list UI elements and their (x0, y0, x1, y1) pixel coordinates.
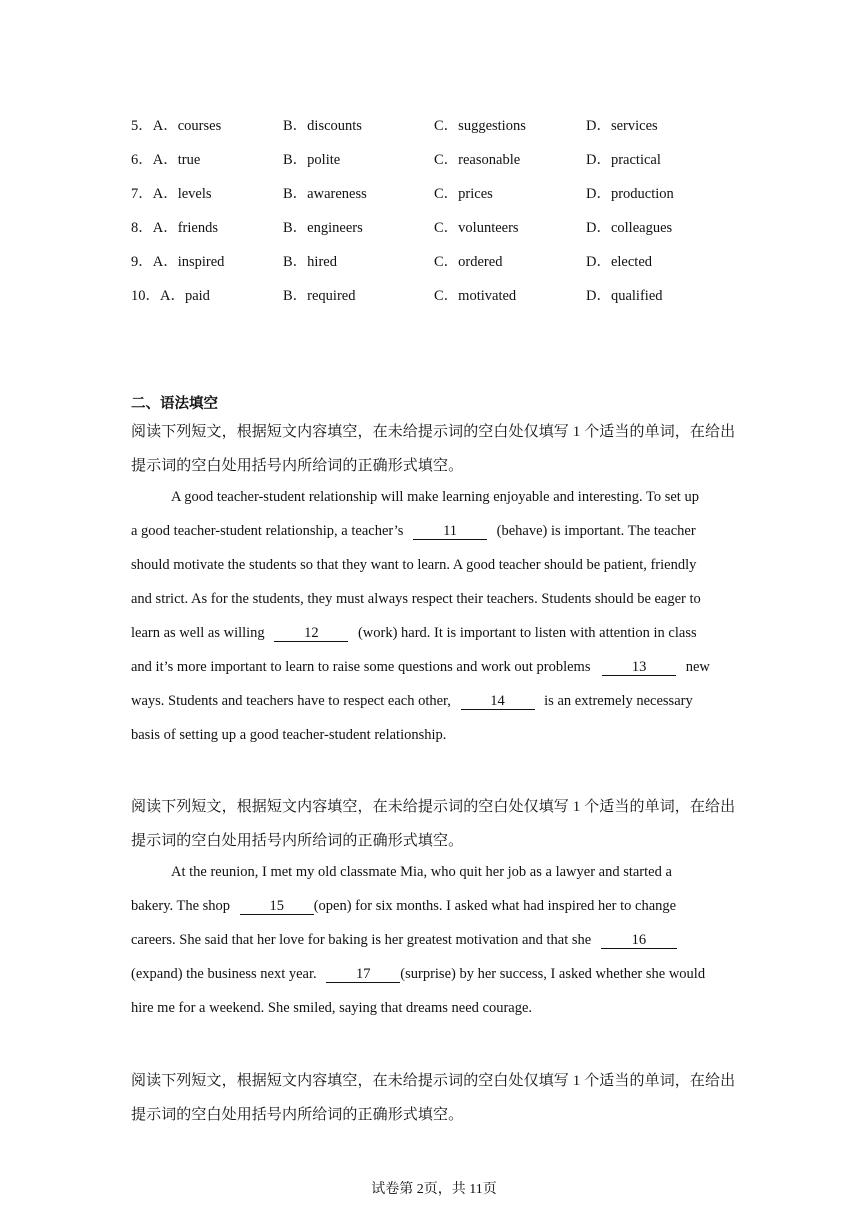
blank-15[interactable]: 15 (240, 899, 314, 915)
passage-text: (expand) the business next year. (131, 966, 317, 982)
option-row (131, 114, 771, 134)
option-c[interactable]: C．ordered (434, 254, 503, 270)
option-d[interactable]: D．services (586, 118, 658, 134)
section-title: 二、语法填空 (131, 396, 218, 412)
passage-line (131, 625, 697, 642)
option-b[interactable]: B．engineers (283, 220, 363, 236)
passage-text: new (685, 659, 710, 675)
passage-text: (behave) is important. The teacher (496, 523, 696, 539)
option-c[interactable]: C．reasonable (434, 152, 521, 168)
instruction-line: 阅读下列短文，根据短文内容填空，在未给提示词的空白处仅填写 1 个适当的单词，在给出 (131, 424, 736, 440)
question-number: 7． (131, 186, 153, 202)
question-number: 5． (131, 118, 153, 134)
blank-16[interactable]: 16 (601, 933, 677, 949)
passage-line (131, 898, 676, 915)
passage-line (131, 693, 693, 710)
instruction-line: 阅读下列短文，根据短文内容填空，在未给提示词的空白处仅填写 1 个适当的单词，在给出 (131, 799, 736, 815)
option-b[interactable]: B．awareness (283, 186, 367, 202)
option-row (131, 182, 771, 202)
option-a[interactable] (131, 148, 200, 169)
question-number: 6． (131, 152, 153, 168)
option-row (131, 148, 771, 168)
option-b[interactable]: B．hired (283, 254, 337, 270)
option-row (131, 284, 771, 304)
blank-12[interactable]: 12 (274, 626, 348, 642)
option-c[interactable]: C．prices (434, 186, 493, 202)
option-text: A．true (152, 152, 201, 168)
instruction-line: 阅读下列短文，根据短文内容填空，在未给提示词的空白处仅填写 1 个适当的单词，在给出 (131, 1073, 736, 1089)
option-b[interactable]: B．discounts (283, 118, 362, 134)
option-d[interactable]: D．elected (586, 254, 653, 270)
option-a[interactable] (131, 216, 218, 237)
passage-line: and strict. As for the students, they must always respect their teachers. Students should be eager to (131, 591, 701, 607)
question-number: 8． (131, 220, 153, 236)
passage-text: bakery. The shop (131, 898, 231, 914)
passage-text: ways. Students and teachers have to respect each other, (131, 693, 451, 709)
instruction-line: 提示词的空白处用括号内所给词的正确形式填空。 (131, 1107, 464, 1123)
option-b[interactable]: B．required (283, 288, 356, 304)
passage-line: hire me for a weekend. She smiled, saying that dreams need courage. (131, 1000, 533, 1016)
option-text: A．levels (152, 186, 212, 202)
option-d[interactable]: D．colleagues (586, 220, 673, 236)
passage-text: a good teacher-student relationship, a teacher’s (131, 523, 404, 539)
option-c[interactable]: C．suggestions (434, 118, 526, 134)
option-row (131, 250, 771, 270)
option-b[interactable]: B．polite (283, 152, 341, 168)
passage-text: (open) for six months. I asked what had inspired her to change (313, 898, 677, 914)
instruction-line: 提示词的空白处用括号内所给词的正确形式填空。 (131, 833, 464, 849)
passage-line: should motivate the students so that they want to learn. A good teacher should be patient, friendly (131, 557, 697, 573)
passage-text: (surprise) by her success, I asked whether she would (400, 966, 706, 982)
option-text: A．paid (160, 288, 210, 304)
passage-text: is an extremely necessary (544, 693, 693, 709)
option-d[interactable]: D．qualified (586, 288, 663, 304)
passage-text: and it’s more important to learn to raise some questions and work out problems (131, 659, 591, 675)
option-a[interactable] (131, 182, 212, 203)
option-text: A．inspired (152, 254, 225, 270)
passage-text: learn as well as willing (131, 625, 265, 641)
passage-line (131, 932, 677, 949)
passage-text: (work) hard. It is important to listen with attention in class (357, 625, 697, 641)
blank-13[interactable]: 13 (602, 660, 676, 676)
passage-line (131, 523, 696, 540)
option-text: A．courses (152, 118, 222, 134)
option-a[interactable] (131, 114, 221, 135)
page-footer: 试卷第 2页，共 11页 (371, 1182, 497, 1197)
blank-14[interactable]: 14 (461, 694, 535, 710)
question-number: 9． (131, 254, 153, 270)
blank-17[interactable]: 17 (326, 967, 400, 983)
instruction-line: 提示词的空白处用括号内所给词的正确形式填空。 (131, 458, 464, 474)
option-c[interactable]: C．motivated (434, 288, 517, 304)
option-text: A．friends (152, 220, 218, 236)
option-d[interactable]: D．practical (586, 152, 661, 168)
blank-11[interactable]: 11 (413, 524, 487, 540)
question-number: 10． (131, 288, 160, 304)
passage-line (131, 659, 710, 676)
passage-line: At the reunion, I met my old classmate Mia, who quit her job as a lawyer and started a (171, 864, 672, 880)
option-d[interactable]: D．production (586, 186, 674, 202)
option-row (131, 216, 771, 236)
passage-line: A good teacher-student relationship will make learning enjoyable and interesting. To set up (171, 489, 699, 505)
option-a[interactable] (131, 284, 210, 305)
passage-line: basis of setting up a good teacher-student relationship. (131, 727, 447, 743)
passage-line (131, 966, 705, 983)
passage-text: careers. She said that her love for baking is her greatest motivation and that she (131, 932, 592, 948)
option-c[interactable]: C．volunteers (434, 220, 519, 236)
option-a[interactable] (131, 250, 224, 271)
